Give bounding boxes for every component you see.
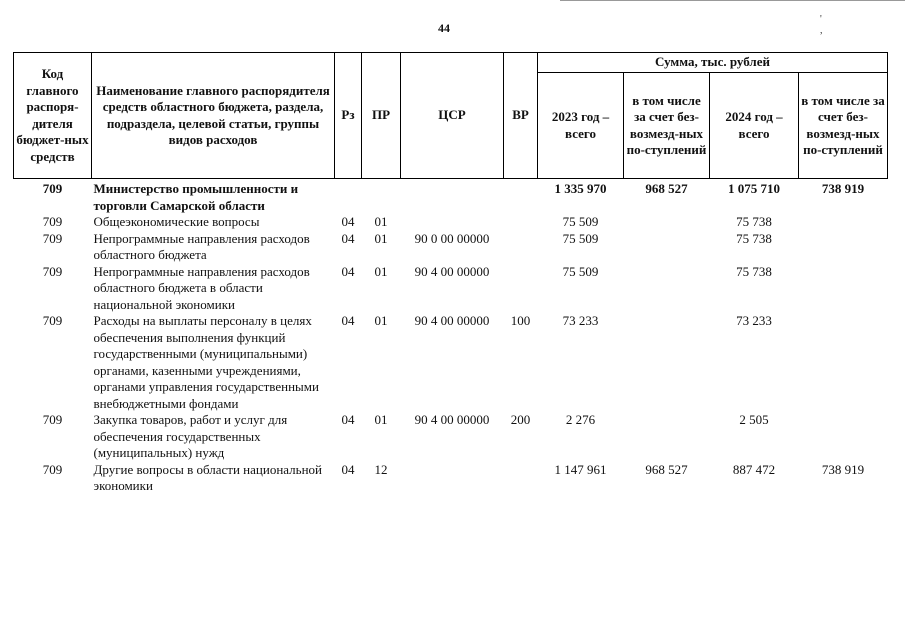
cell-y2023: 1 147 961 — [554, 461, 607, 477]
cell-y2024: 75 738 — [736, 214, 772, 229]
cell-y2024: 73 233 — [736, 313, 772, 328]
cell-csr: 90 4 00 00000 — [414, 263, 490, 279]
cell-name: Другие вопросы в области национальной экономики — [93, 461, 322, 493]
cell-pr: 01 — [374, 313, 388, 328]
cell-code: 709 — [42, 181, 63, 196]
cell-vr — [504, 231, 538, 264]
header-2024-total: 2024 год – всего — [710, 73, 799, 179]
cell-rz: 04 — [341, 461, 355, 477]
cell-y2023: 75 509 — [562, 214, 599, 229]
cell-y2024-free — [799, 264, 888, 314]
cell-y2024: 75 738 — [736, 230, 772, 246]
table-row — [14, 264, 888, 314]
cell-vr: 100 — [510, 313, 531, 328]
cell-y2023-free — [624, 231, 710, 264]
cell-y2023: 2 276 — [565, 412, 596, 427]
header-2023-total: 2023 год – всего — [538, 73, 624, 179]
table-row — [14, 462, 888, 495]
cell-code: 709 — [42, 412, 63, 427]
cell-y2023-free: 968 527 — [645, 181, 688, 196]
cell-y2024: 887 472 — [732, 461, 776, 477]
cell-csr — [401, 179, 504, 215]
cell-name: Министерство промышленности и торговли Самарской области — [93, 181, 299, 213]
cell-vr — [504, 179, 538, 215]
cell-y2023-free — [624, 214, 710, 231]
cell-y2024: 1 075 710 — [728, 181, 780, 196]
cell-pr: 01 — [374, 412, 388, 427]
table-header — [14, 53, 888, 179]
cell-name: Общеэкономические вопросы — [93, 214, 260, 229]
cell-pr — [362, 179, 401, 215]
table-row — [14, 231, 888, 264]
cell-vr: 200 — [510, 412, 531, 427]
scan-edge-line — [560, 0, 905, 1]
cell-y2023: 73 233 — [562, 313, 599, 328]
cell-y2024-free — [799, 412, 888, 462]
cell-pr: 01 — [374, 230, 388, 246]
header-vr: ВР — [504, 53, 538, 179]
cell-name: Расходы на выплаты персоналу в целях обеспечения выполнения функций государственными (муниципальными) органами, казенными учреждениями, органами управления государственными внебюджетными фондами — [93, 313, 319, 411]
cell-y2023: 75 509 — [562, 230, 599, 246]
scan-marks: ' , — [820, 14, 853, 36]
cell-y2024-free — [799, 231, 888, 264]
cell-rz: 04 — [341, 263, 355, 279]
cell-y2024-free: 738 919 — [821, 181, 865, 196]
table-row — [14, 313, 888, 412]
header-pr: ПР — [362, 53, 401, 179]
cell-vr — [504, 214, 538, 231]
table-row — [14, 179, 888, 215]
cell-rz: 04 — [341, 313, 355, 328]
table-body — [14, 179, 888, 495]
cell-csr — [401, 214, 504, 231]
cell-rz — [335, 179, 362, 215]
cell-y2023-free — [624, 264, 710, 314]
cell-vr — [504, 264, 538, 314]
cell-pr: 01 — [374, 214, 388, 229]
cell-y2024: 75 738 — [736, 263, 772, 279]
budget-table — [13, 52, 888, 495]
cell-y2023: 75 509 — [562, 263, 599, 279]
cell-y2023: 1 335 970 — [554, 181, 607, 196]
header-2023-free: в том числе за счет без-возмезд-ных по-ступлений — [624, 73, 710, 179]
cell-csr: 90 4 00 00000 — [414, 412, 490, 427]
header-csr: ЦСР — [401, 53, 504, 179]
header-2024-free: в том числе за счет без-возмезд-ных по-ступлений — [799, 73, 888, 179]
cell-name: Непрограммные направления расходов областного бюджета — [93, 230, 310, 262]
cell-y2023-free — [624, 313, 710, 412]
cell-name: Закупка товаров, работ и услуг для обеспечения государственных (муниципальных) нужд — [93, 412, 288, 460]
cell-y2023-free: 968 527 — [645, 461, 688, 477]
page-number: 44 — [438, 21, 450, 35]
cell-y2024-free: 738 919 — [821, 461, 865, 477]
cell-vr — [504, 462, 538, 495]
cell-y2024-free — [799, 313, 888, 412]
header-rz: Рз — [335, 53, 362, 179]
cell-pr: 01 — [374, 263, 388, 279]
table-row — [14, 214, 888, 231]
cell-code: 709 — [42, 313, 63, 328]
cell-y2024: 2 505 — [739, 412, 769, 427]
header-sum: Сумма, тыс. рублей — [538, 53, 888, 73]
table-row — [14, 412, 888, 462]
cell-code: 709 — [42, 263, 63, 279]
cell-rz: 04 — [341, 230, 355, 246]
cell-y2024-free — [799, 214, 888, 231]
cell-pr: 12 — [374, 461, 388, 477]
cell-rz: 04 — [341, 214, 355, 229]
header-code: Код главного распоря-дителя бюджет-ных средств — [14, 53, 92, 179]
cell-name: Непрограммные направления расходов областного бюджета в области национальной экономики — [93, 263, 310, 312]
cell-code: 709 — [42, 230, 63, 246]
header-name: Наименование главного распорядителя средств областного бюджета, раздела, подраздела, целевой статьи, группы видов расходов — [92, 53, 335, 179]
cell-csr: 90 0 00 00000 — [414, 230, 490, 246]
cell-rz: 04 — [341, 412, 355, 427]
cell-y2023-free — [624, 412, 710, 462]
cell-csr: 90 4 00 00000 — [414, 313, 490, 328]
cell-csr — [401, 462, 504, 495]
cell-code: 709 — [42, 461, 63, 477]
cell-code: 709 — [42, 214, 63, 229]
